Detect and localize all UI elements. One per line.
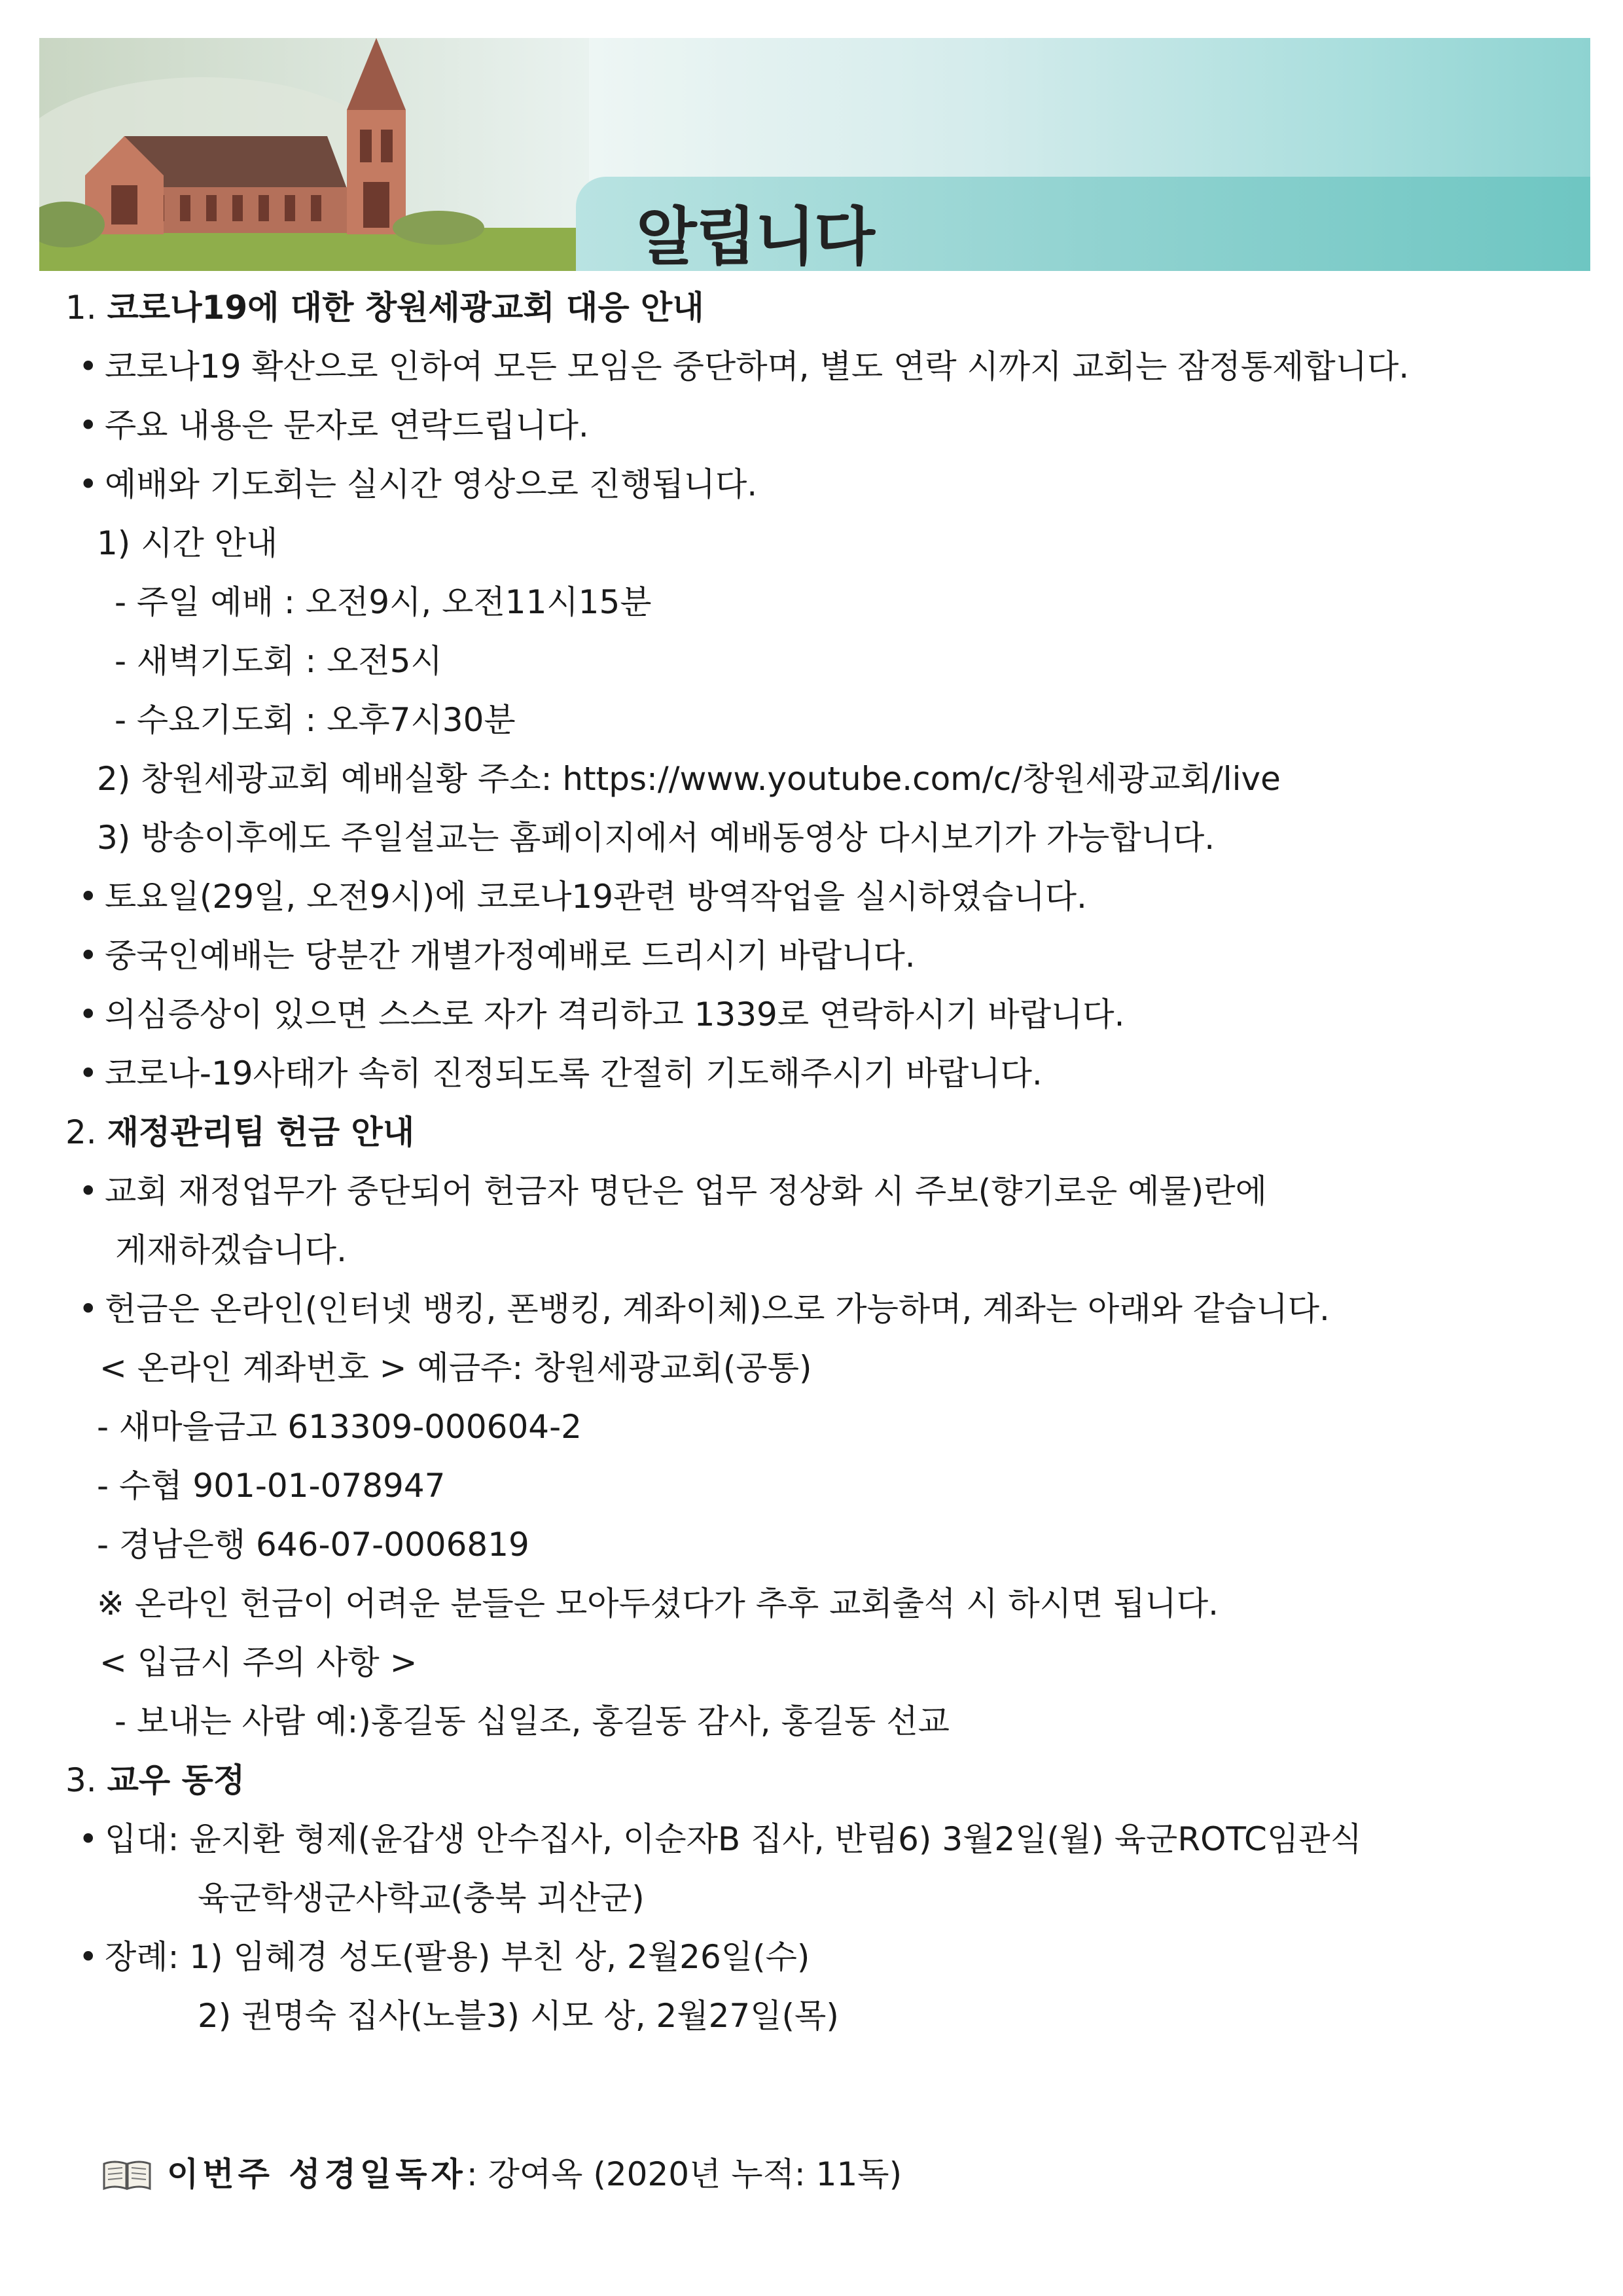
header-banner [39, 38, 1590, 271]
account-item: - 새마을금고 613309-000604-2 [97, 1408, 582, 1446]
bullet: • [79, 465, 98, 503]
bullet: • [79, 1820, 98, 1858]
sub-item: 2) 창원세광교회 예배실황 주소: https://www.youtube.com/c/창원세광교회/live [97, 760, 1281, 798]
bible-reader-footer [167, 2153, 902, 2195]
section-number: 3. [65, 1761, 97, 1799]
church-illustration [39, 38, 589, 271]
sub-item: 3) 방송이후에도 주일설교는 홈페이지에서 예배동영상 다시보기가 가능합니다. [97, 819, 1215, 857]
footer-text: 강여옥 (2020년 누적: 11독) [477, 2155, 902, 2193]
list-item-continuation: 게재하겠습니다. [115, 1231, 347, 1269]
list-item [79, 994, 1125, 1035]
footer-colon: : [466, 2155, 478, 2193]
list-item-text: 의심증상이 있으면 스스로 자가 격리하고 1339로 연락하시기 바랍니다. [105, 996, 1125, 1033]
list-item [79, 404, 589, 446]
bullet: • [79, 1054, 98, 1092]
list-item-text: 코로나-19사태가 속히 진정되도록 간절히 기도해주시기 바랍니다. [105, 1054, 1043, 1092]
list-item-text: 입대: 윤지환 형제(윤갑생 안수집사, 이순자B 집사, 반림6) 3월2일(월) 육군ROTC임관식 [105, 1820, 1362, 1858]
bullet: • [79, 878, 98, 916]
caution-item: - 보내는 사람 예:)홍길동 십일조, 홍길동 감사, 홍길동 선교 [115, 1702, 950, 1740]
section-number: 2. [65, 1113, 97, 1151]
account-item: - 경남은행 646-07-0006819 [97, 1526, 529, 1564]
list-item-text: 헌금은 온라인(인터넷 뱅킹, 폰뱅킹, 계좌이체)으로 가능하며, 계좌는 아래와 같습니다. [105, 1290, 1330, 1328]
time-item: - 수요기도회 : 오후7시30분 [115, 701, 516, 739]
sub-item: 1) 시간 안내 [97, 524, 278, 562]
bullet: • [79, 996, 98, 1033]
section-number: 1. [65, 289, 97, 327]
list-item-text: 교회 재정업무가 중단되어 헌금자 명단은 업무 정상화 시 주보(향기로운 예물)란에 [105, 1172, 1267, 1210]
section-title: 코로나19에 대한 창원세광교회 대응 안내 [107, 289, 704, 327]
note: ※ 온라인 헌금이 어려운 분들은 모아두셨다가 추후 교회출석 시 하시면 됩니다. [97, 1585, 1219, 1623]
caution-heading: < 입금시 주의 사항 > [99, 1643, 418, 1681]
time-item: - 주일 예배 : 오전9시, 오전11시15분 [115, 583, 652, 621]
footer-label: 이번주 성경일독자 [167, 2155, 467, 2193]
list-item [79, 935, 916, 977]
list-item [79, 876, 1087, 918]
list-item [79, 1052, 1043, 1094]
list-item-text: 코로나19 확산으로 인하여 모든 모임은 중단하며, 별도 연락 시까지 교회는 잠정통제합니다. [105, 348, 1410, 386]
section-1-heading [65, 287, 704, 329]
section-title: 재정관리팀 헌금 안내 [107, 1113, 415, 1151]
bullet: • [79, 406, 98, 444]
bullet: • [79, 1938, 98, 1976]
list-item [79, 463, 757, 505]
list-item-text: 토요일(29일, 오전9시)에 코로나19관련 방역작업을 실시하였습니다. [105, 878, 1087, 916]
list-item-text: 주요 내용은 문자로 연락드립니다. [105, 406, 589, 444]
section-2-heading [65, 1111, 414, 1153]
bullet: • [79, 937, 98, 975]
account-heading: < 온라인 계좌번호 > 예금주: 창원세광교회(공통) [99, 1349, 812, 1387]
list-item-continuation: 육군학생군사학교(충북 괴산군) [198, 1879, 645, 1917]
banner-title: 알립니다 [636, 200, 874, 271]
list-item [79, 1818, 1362, 1860]
book-icon [101, 2159, 152, 2191]
list-item [79, 1170, 1267, 1212]
bullet: • [79, 1290, 98, 1328]
list-item-text: 예배와 기도회는 실시간 영상으로 진행됩니다. [105, 465, 758, 503]
bullet: • [79, 1172, 98, 1210]
list-item [79, 1936, 810, 1978]
bullet: • [79, 348, 98, 386]
list-item [79, 1288, 1330, 1330]
time-item: - 새벽기도회 : 오전5시 [115, 642, 442, 680]
section-title: 교우 동정 [107, 1761, 245, 1799]
list-item [79, 346, 1409, 387]
list-item-text: 장례: 1) 임혜경 성도(팔용) 부친 상, 2월26일(수) [105, 1938, 810, 1976]
list-item-text: 중국인예배는 당분간 개별가정예배로 드리시기 바랍니다. [105, 937, 916, 975]
list-item-continuation: 2) 권명숙 집사(노블3) 시모 상, 2월27일(목) [198, 1997, 839, 2035]
section-3-heading [65, 1759, 245, 1801]
account-item: - 수협 901-01-078947 [97, 1467, 446, 1505]
